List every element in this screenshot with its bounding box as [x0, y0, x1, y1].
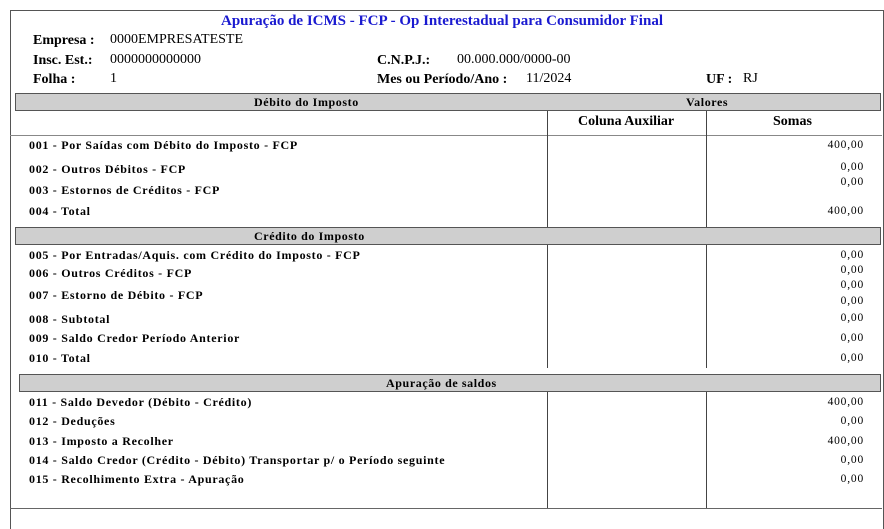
apuracao-row-value: 400,00: [827, 435, 864, 447]
somas-header: Somas: [773, 114, 812, 129]
aux-column-divider: [547, 111, 548, 227]
periodo-value: 11/2024: [526, 71, 572, 86]
credito-section-bar: [15, 227, 881, 245]
credito-row-label: 007 - Estorno de Débito - FCP: [29, 288, 204, 302]
uf-label: UF :: [706, 72, 733, 87]
somas-column-divider: [706, 245, 707, 368]
debito-row-value: 0,00: [840, 161, 864, 173]
debito-row-value: 0,00: [840, 176, 864, 188]
debito-row-label: 002 - Outros Débitos - FCP: [29, 162, 186, 176]
debito-section-bar: [15, 93, 881, 111]
apuracao-row-label: 011 - Saldo Devedor (Débito - Crédito): [29, 395, 253, 409]
credito-extra-value: 0,00: [840, 279, 864, 291]
cnpj-label: C.N.P.J.:: [377, 53, 431, 68]
uf-value: RJ: [743, 71, 758, 86]
aux-column-divider: [547, 392, 548, 508]
apuracao-row-label: 013 - Imposto a Recolher: [29, 434, 174, 448]
apuracao-row-label: 014 - Saldo Credor (Crédito - Débito) Transportar p/ o Período seguinte: [29, 453, 446, 467]
debito-section-title: Débito do Imposto: [254, 95, 359, 109]
credito-row-label: 006 - Outros Créditos - FCP: [29, 266, 192, 280]
folha-value: 1: [110, 71, 117, 86]
folha-label: Folha :: [33, 72, 76, 87]
periodo-label: Mes ou Período/Ano :: [377, 72, 508, 87]
credito-section-title: Crédito do Imposto: [254, 229, 365, 243]
credito-row-label: 010 - Total: [29, 351, 91, 365]
apuracao-row-label: 015 - Recolhimento Extra - Apuração: [29, 472, 245, 486]
apuracao-row-value: 400,00: [827, 396, 864, 408]
coluna-auxiliar-header: Coluna Auxiliar: [578, 114, 675, 129]
debito-row-value: 400,00: [827, 205, 864, 217]
credito-row-value: 0,00: [840, 249, 864, 261]
apuracao-section-bar: [19, 374, 881, 392]
somas-column-divider: [706, 111, 707, 227]
credito-row-label: 005 - Por Entradas/Aquis. com Crédito do Imposto - FCP: [29, 248, 361, 262]
footer-divider: [10, 508, 882, 509]
credito-row-value: 0,00: [840, 312, 864, 324]
apuracao-row-value: 0,00: [840, 473, 864, 485]
debito-row-label: 001 - Por Saídas com Débito do Imposto - FCP: [29, 138, 298, 152]
cnpj-value: 00.000.000/0000-00: [457, 52, 571, 67]
credito-row-value: 0,00: [840, 332, 864, 344]
apuracao-row-value: 0,00: [840, 415, 864, 427]
insc-est-value: 0000000000000: [110, 52, 201, 67]
debito-row-label: 004 - Total: [29, 204, 91, 218]
debito-row-value: 400,00: [827, 139, 864, 151]
credito-row-value: 0,00: [840, 264, 864, 276]
header-divider: [10, 135, 882, 136]
apuracao-section-title: Apuração de saldos: [386, 376, 497, 390]
apuracao-row-value: 0,00: [840, 454, 864, 466]
insc-est-label: Insc. Est.:: [33, 53, 93, 68]
debito-row-label: 003 - Estornos de Créditos - FCP: [29, 183, 221, 197]
credito-row-value: 0,00: [840, 352, 864, 364]
somas-column-divider: [706, 392, 707, 508]
aux-column-divider: [547, 245, 548, 368]
credito-row-label: 009 - Saldo Credor Período Anterior: [29, 331, 241, 345]
valores-title: Valores: [686, 95, 729, 109]
report-title: Apuração de ICMS - FCP - Op Interestadual para Consumidor Final: [221, 13, 663, 29]
empresa-value: 0000EMPRESATESTE: [110, 32, 244, 47]
credito-row-label: 008 - Subtotal: [29, 312, 111, 326]
credito-row-value: 0,00: [840, 295, 864, 307]
empresa-label: Empresa :: [33, 33, 95, 48]
apuracao-row-label: 012 - Deduções: [29, 414, 116, 428]
